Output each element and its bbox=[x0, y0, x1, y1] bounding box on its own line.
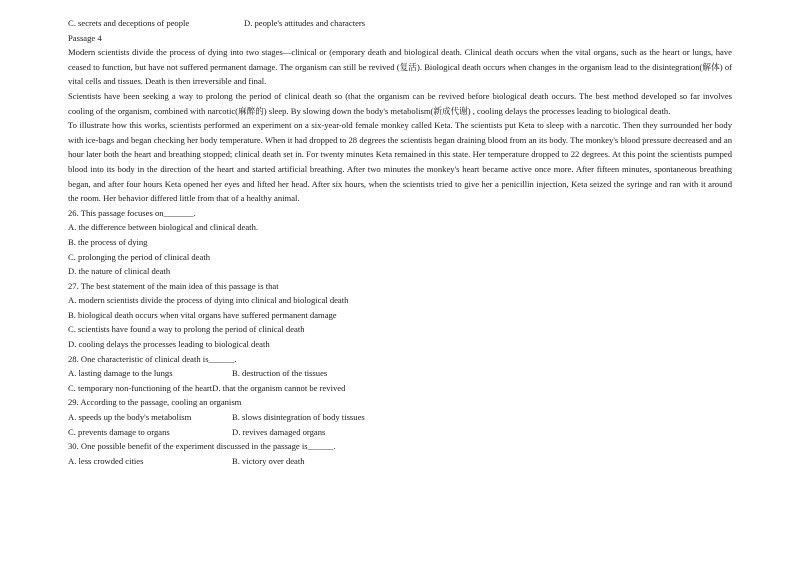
question-26 bbox=[68, 206, 732, 279]
options-row-ab bbox=[68, 366, 732, 381]
options-row-cd bbox=[68, 425, 732, 440]
option-a: A. modern scientists divide the process of dying into clinical and biological death bbox=[68, 295, 349, 306]
passage-label: Passage 4 bbox=[68, 32, 102, 43]
option-d: D. revives damaged organs bbox=[232, 426, 326, 437]
option-a: A. less crowded cities bbox=[68, 455, 144, 466]
option-b: B. biological death occurs when vital organs have suffered permanent damage bbox=[68, 309, 337, 320]
question-28 bbox=[68, 352, 732, 396]
option-d: D. cooling delays the processes leading to biological death bbox=[68, 339, 270, 350]
option-b: B. victory over death bbox=[232, 455, 305, 466]
question-25-options-cd bbox=[68, 16, 732, 31]
options-row-ab bbox=[68, 410, 732, 425]
option-c: C. prevents damage to organs bbox=[68, 426, 170, 437]
passage-paragraph-1: Modern scientists divide the process of dying into two stages—clinical or (emporary death and biological death. Clinical death occurs when the vital organs, such as the heart or lungs, have ceased to function, but have not suffered permanent damage. The organism can still be revived (复活). Biological death occurs when changes in the organism lead to the disintegration(解体) of vital cells and tissues. Death is then irreversible and final. bbox=[68, 47, 732, 87]
question-stem: 27. The best statement of the main idea of this passage is that bbox=[68, 280, 279, 291]
question-29 bbox=[68, 395, 732, 439]
question-27 bbox=[68, 279, 732, 352]
passage-paragraph-2: Scientists have been seeking a way to prolong the period of clinical death so (that the organism can be revived before biological death occurs. The best method developed so far involves cooling of the organism, combined with narcotic(麻醉的) sleep. By slowing down the body's metabolism(新成代谢) , cooling delays the processes leading to biological death. bbox=[68, 90, 732, 116]
question-stem: 28. One characteristic of clinical death is______. bbox=[68, 353, 237, 364]
options-row-cd bbox=[68, 381, 732, 396]
question-30 bbox=[68, 439, 732, 468]
options-row-ab bbox=[68, 454, 732, 469]
option-c-text: C. secrets and deceptions of people bbox=[68, 18, 190, 28]
question-stem: 26. This passage focuses on_______. bbox=[68, 207, 196, 218]
option-d: D. the nature of clinical death bbox=[68, 266, 171, 277]
option-c: C. temporary non-functioning of the heart bbox=[68, 382, 213, 393]
option-a: A. the difference between biological and clinical death. bbox=[68, 222, 259, 233]
option-d: D. that the organism cannot be revived bbox=[212, 382, 346, 393]
option-a: A. speeds up the body's metabolism bbox=[68, 412, 192, 423]
option-b: B. slows disintegration of body tissues bbox=[232, 412, 365, 423]
option-b: B. the process of dying bbox=[68, 236, 148, 247]
option-c: C. scientists have found a way to prolong the period of clinical death bbox=[68, 324, 305, 335]
option-b: B. destruction of the tissues bbox=[232, 368, 328, 379]
question-stem: 29. According to the passage, cooling an organism bbox=[68, 397, 242, 408]
option-d-text: D. people's attitudes and characters bbox=[244, 18, 366, 28]
question-stem: 30. One possible benefit of the experiment discussed in the passage is______. bbox=[68, 441, 336, 452]
option-c: C. prolonging the period of clinical death bbox=[68, 251, 210, 262]
document-page bbox=[68, 16, 732, 468]
passage-paragraph-3: To illustrate how this works, scientists performed an experiment on a six-year-old female monkey called Keta. The scientists put Keta to sleep with a narcotic. Then they surrounded her body with ice-bags and began checking her body temperature. When it had dropped to 28 degrees the scientists began draining blood from an its body. The monkey's blood pressure decreased and an hour later both the heart and breathing stopped; clinical death set in. For twenty minutes Keta remained in this state. Her temperature dropped to 22 degrees. At this point the scientists pumped blood into its body in the direction of the heart and started artificial breathing. After two minutes the monkey's heart became active once more. After fifteen minutes, spontaneous breathing began, and after four hours Keta opened her eyes and lifted her head. After six hours, when the scientists tried to give her a penicillin injection, Keta seized the syringe and ran with it around the room. Her behavior differed little from that of a healthy animal. bbox=[68, 120, 732, 204]
option-a: A. lasting damage to the lungs bbox=[68, 368, 173, 379]
